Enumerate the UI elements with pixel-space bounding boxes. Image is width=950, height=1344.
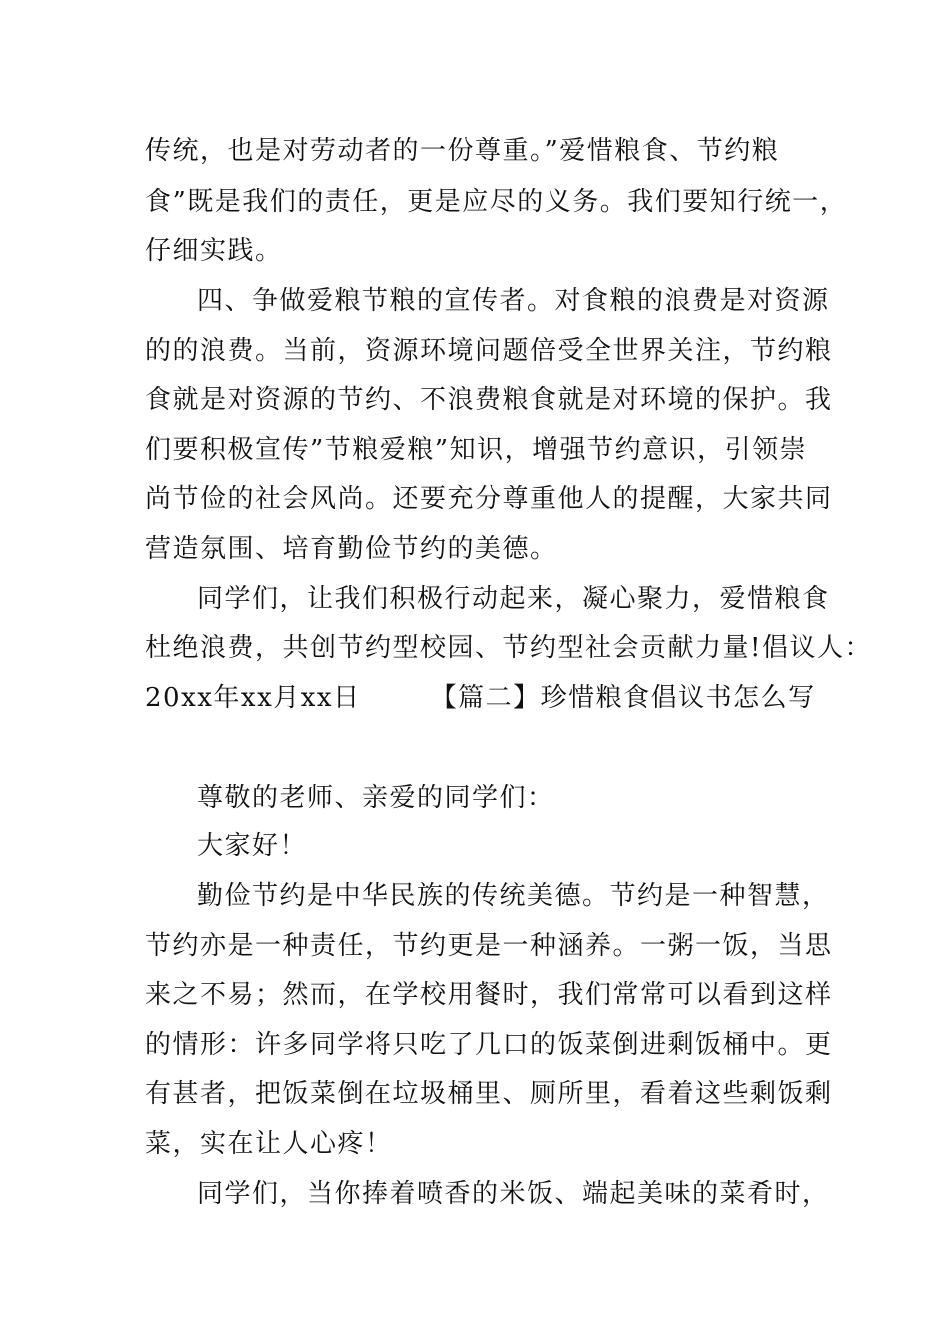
paragraph-start-line: 同学们，让我们积极行动起来，凝心聚力，爱惜粮食 [197,584,830,614]
text-line: 有甚者，把饭菜倒在垃圾桶里、厕所里，看着这些剩饭剩 [145,1079,833,1109]
date-and-heading-line [145,678,816,718]
text-line: 杜绝浪费，共创节约型校园、节约型社会贡献力量!倡议人： [145,633,872,663]
text-line: 菜，实在让人心疼！ [145,1129,393,1159]
greeting: 大家好！ [197,831,308,861]
text-line: 尚节俭的社会风尚。还要充分尊重他人的提醒，大家共同 [145,484,833,514]
text-line: 传统，也是对劳动者的一份尊重。”爱惜粮食、节约粮 [145,136,780,166]
text-line: 食就是对资源的节约、不浪费粮食就是对环境的保护。我 [145,385,833,415]
text-line: 营造氛围、培育勤俭节约的美德。 [145,534,558,564]
paragraph-start-line: 四、争做爱粮节粮的宣传者。对食粮的浪费是对资源 [197,286,830,316]
text-line: 仔细实践。 [145,236,283,266]
text-line: 食”既是我们的责任，更是应尽的义务。我们要知行统一， [145,187,848,217]
paragraph-start-line: 同学们，当你捧着喷香的米饭、端起美味的菜肴时， [197,1179,830,1209]
section-heading: 【篇二】珍惜粮食倡议书怎么写 [430,683,816,713]
text-line: 们要积极宣传”节粮爱粮”知识，增强节约意识，引领崇 [145,435,808,465]
salutation: 尊敬的老师、亲爱的同学们： [197,783,555,813]
date-text: 20xx年xx月xx日 [145,683,361,713]
text-line: 的情形：许多同学将只吃了几口的饭菜倒进剩饭桶中。更 [145,1030,833,1060]
text-line: 的的浪费。当前，资源环境问题倍受全世界关注，节约粮 [145,336,833,366]
text-line: 节约亦是一种责任，节约更是一种涵养。一粥一饭，当思 [145,931,833,961]
paragraph-start-line: 勤俭节约是中华民族的传统美德。节约是一种智慧， [197,881,830,911]
text-line: 来之不易；然而，在学校用餐时，我们常常可以看到这样 [145,980,833,1010]
